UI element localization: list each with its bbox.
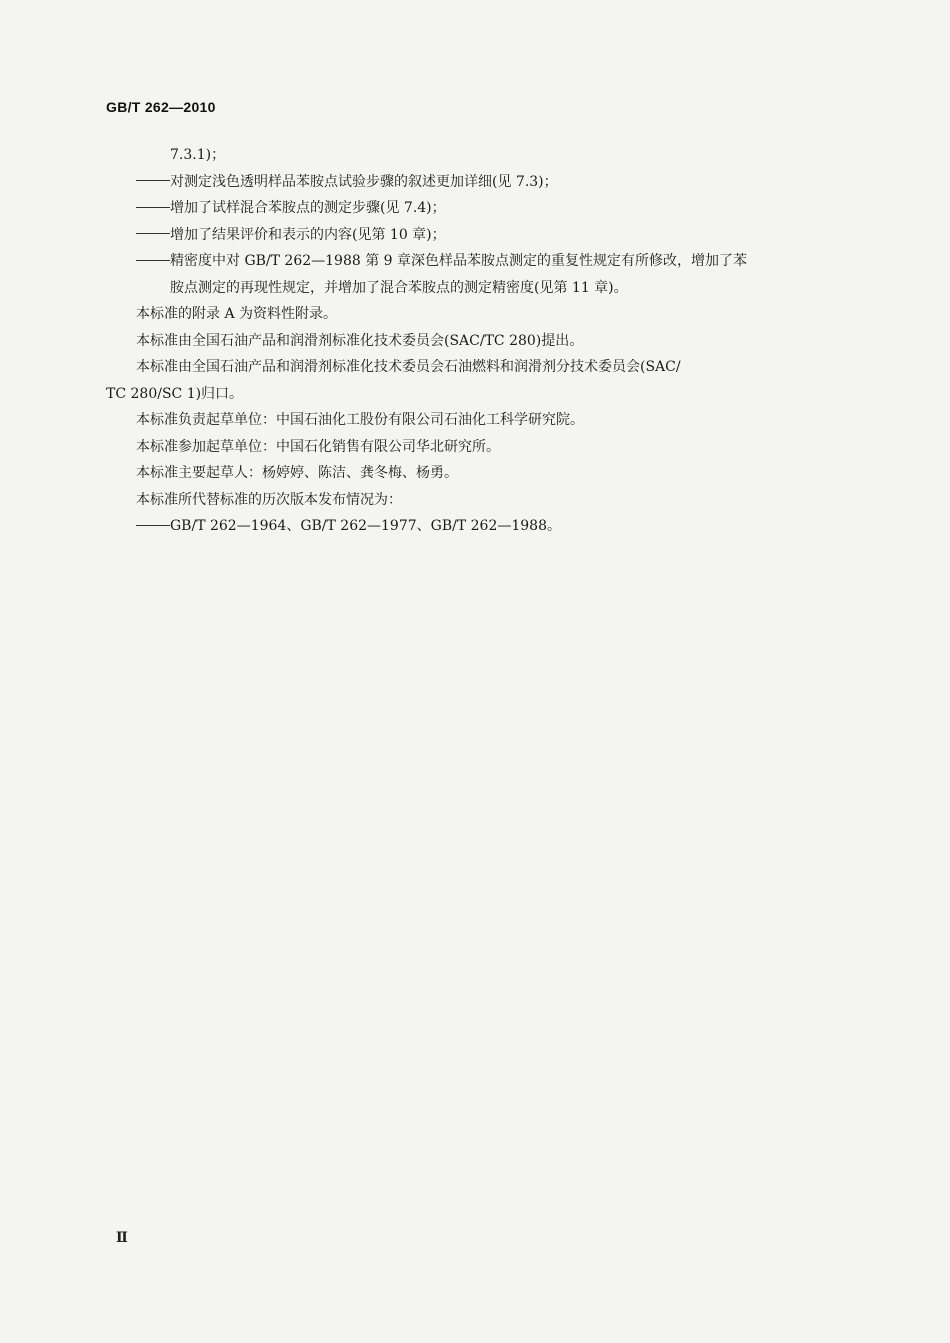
list-item-continuation: 胺点测定的再现性规定，并增加了混合苯胺点的测定精密度(见第 11 章)。 xyxy=(170,279,628,296)
list-item-text: 增加了试样混合苯胺点的测定步骤(见 7.4)； xyxy=(170,200,446,216)
list-item-text: GB/T 262—1964、GB/T 262—1977、GB/T 262—1988。 xyxy=(170,518,561,534)
list-item-text: 对测定浅色透明样品苯胺点试验步骤的叙述更加详细(见 7.3)； xyxy=(170,173,558,190)
em-dash-marker xyxy=(136,260,170,261)
page-number: Ⅱ xyxy=(116,1230,128,1246)
paragraph: 本标准所代替标准的历次版本发布情况为： xyxy=(136,491,402,508)
list-item xyxy=(106,195,848,222)
paragraph: 本标准参加起草单位：中国石化销售有限公司华北研究所。 xyxy=(136,438,500,455)
paragraph: 本标准由全国石油产品和润滑剂标准化技术委员会(SAC/TC 280)提出。 xyxy=(136,332,584,349)
em-dash-marker xyxy=(136,233,170,234)
list-item xyxy=(106,169,848,196)
document-body xyxy=(106,142,848,540)
paragraph-continuation: TC 280/SC 1)归口。 xyxy=(106,385,244,402)
document-id-header: GB/T 262—2010 xyxy=(106,99,216,115)
paragraph: 本标准负责起草单位：中国石油化工股份有限公司石油化工科学研究院。 xyxy=(136,412,584,428)
em-dash-marker xyxy=(136,525,170,526)
continued-line: 7.3.1)； xyxy=(170,147,226,163)
paragraph: 本标准主要起草人：杨婷婷、陈洁、龚冬梅、杨勇。 xyxy=(136,465,458,481)
paragraph: 本标准的附录 A 为资料性附录。 xyxy=(136,306,338,322)
list-item xyxy=(106,513,848,540)
paragraph: 本标准由全国石油产品和润滑剂标准化技术委员会石油燃料和润滑剂分技术委员会(SAC/ xyxy=(136,359,681,375)
list-item-text: 增加了结果评价和表示的内容(见第 10 章)； xyxy=(170,226,446,243)
list-item xyxy=(106,248,848,275)
list-item xyxy=(106,222,848,249)
em-dash-marker xyxy=(136,207,170,208)
list-item-text: 精密度中对 GB/T 262—1988 第 9 章深色样品苯胺点测定的重复性规定有所修改，增加了苯 xyxy=(170,253,748,269)
em-dash-marker xyxy=(136,180,170,181)
